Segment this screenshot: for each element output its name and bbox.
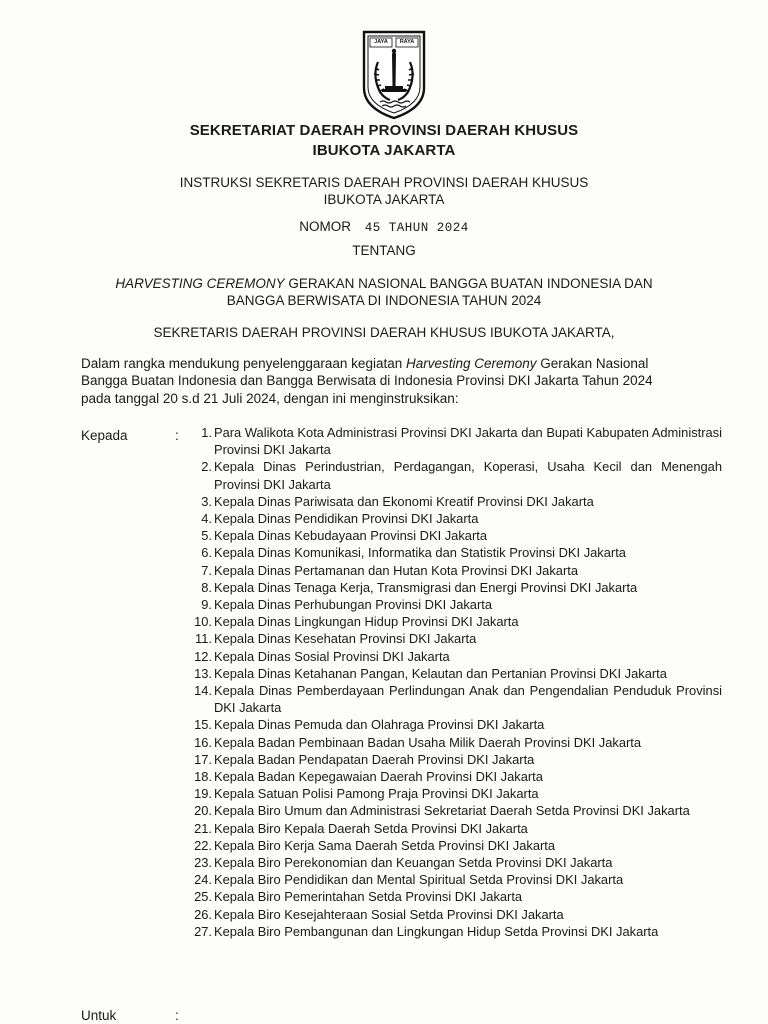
recipient-text: Kepala Biro Kerja Sama Daerah Setda Provinsi DKI Jakarta <box>214 837 556 853</box>
nomor-label: NOMOR <box>299 219 351 234</box>
tentang-label: TENTANG <box>352 243 416 258</box>
recipient-text: Kepala Dinas Perindustrian, Perdagangan, Koperasi, Usaha Kecil dan Menengah Provinsi DKI Jakarta <box>214 459 722 492</box>
recipient-item <box>186 630 722 647</box>
nomor-line <box>0 219 768 235</box>
recipient-number: 8. <box>201 579 212 595</box>
recipient-number: 19. <box>194 786 212 802</box>
recipient-number: 5. <box>201 528 212 544</box>
recipient-item <box>186 888 722 905</box>
preamble-line-3: pada tanggal 20 s.d 21 Juli 2024, dengan ini menginstruksikan: <box>81 390 459 406</box>
recipient-item <box>186 613 722 630</box>
recipient-item <box>186 648 722 665</box>
recipient-number: 10. <box>194 614 212 630</box>
recipient-list <box>186 424 722 940</box>
recipient-number: 24. <box>194 872 212 888</box>
recipient-item <box>186 527 722 544</box>
recipient-item <box>186 837 722 854</box>
recipient-number: 3. <box>201 493 212 509</box>
recipient-number: 18. <box>194 769 212 785</box>
emblem-motto-right: RAYA <box>399 39 415 45</box>
recipient-item <box>186 734 722 751</box>
recipient-item <box>186 596 722 613</box>
subject-line-1-rest: GERAKAN NASIONAL BANGGA BUATAN INDONESIA DAN <box>284 276 653 291</box>
recipient-number: 13. <box>194 665 212 681</box>
recipient-item <box>186 579 722 596</box>
recipient-text: Kepala Dinas Kebudayaan Provinsi DKI Jakarta <box>214 528 488 544</box>
recipient-item <box>186 802 722 819</box>
recipient-text: Kepala Biro Kepala Daerah Setda Provinsi DKI Jakarta <box>214 820 528 836</box>
preamble-paragraph <box>81 355 721 407</box>
preamble-line-1 <box>81 355 721 372</box>
recipient-number: 15. <box>194 717 212 733</box>
recipient-number: 7. <box>201 562 212 578</box>
kepada-label: Kepada <box>81 428 128 443</box>
recipient-number: 12. <box>194 648 212 664</box>
recipient-text: Kepala Badan Pendapatan Daerah Provinsi DKI Jakarta <box>214 751 535 767</box>
recipient-text: Kepala Biro Pemerintahan Setda Provinsi DKI Jakarta <box>214 889 523 905</box>
emblem-motto-left: JAYA <box>374 39 388 45</box>
recipient-number: 9. <box>201 597 212 613</box>
header-line-1: SEKRETARIAT DAERAH PROVINSI DAERAH KHUSUS <box>189 122 579 139</box>
header-line-2: IBUKOTA JAKARTA <box>312 142 456 159</box>
recipient-text: Kepala Badan Pembinaan Badan Usaha Milik Daerah Provinsi DKI Jakarta <box>214 734 642 750</box>
recipient-text: Kepala Dinas Kesehatan Provinsi DKI Jakarta <box>214 631 477 647</box>
recipient-item <box>186 751 722 768</box>
recipient-number: 2. <box>201 459 212 475</box>
preamble-text-2: Gerakan Nasional <box>536 356 649 371</box>
recipient-number: 25. <box>194 889 212 905</box>
recipient-number: 4. <box>201 511 212 527</box>
subject-line-1 <box>0 275 768 292</box>
instruction-title-line-2: IBUKOTA JAKARTA <box>323 192 445 207</box>
recipient-number: 22. <box>194 837 212 853</box>
recipient-text: Kepala Biro Kesejahteraan Sosial Setda Provinsi DKI Jakarta <box>214 906 564 922</box>
recipient-number: 16. <box>194 734 212 750</box>
recipient-number: 26. <box>194 906 212 922</box>
subject-italic: HARVESTING CEREMONY <box>115 276 285 291</box>
recipient-number: 21. <box>194 820 212 836</box>
recipient-item <box>186 510 722 527</box>
recipient-item <box>186 785 722 802</box>
recipient-number: 27. <box>194 923 212 939</box>
preamble-text-1: Dalam rangka mendukung penyelenggaraan kegiatan <box>81 356 406 371</box>
recipient-text: Para Walikota Kota Administrasi Provinsi DKI Jakarta dan Bupati Kabupaten Administrasi Provinsi DKI Jakarta <box>214 425 722 458</box>
subject-line-2: BANGGA BERWISATA DI INDONESIA TAHUN 2024 <box>226 293 542 308</box>
recipient-number: 6. <box>201 545 212 561</box>
recipient-text: Kepala Dinas Tenaga Kerja, Transmigrasi dan Energi Provinsi DKI Jakarta <box>214 579 638 595</box>
preamble-line-2: Bangga Buatan Indonesia dan Bangga Berwisata di Indonesia Provinsi DKI Jakarta Tahun 2024 <box>81 373 653 389</box>
recipient-text: Kepala Dinas Pemberdayaan Perlindungan Anak dan Pengendalian Penduduk Provinsi DKI Jakarta <box>214 683 722 716</box>
recipient-item <box>186 716 722 733</box>
recipient-text: Kepala Dinas Pemuda dan Olahraga Provinsi DKI Jakarta <box>214 717 545 733</box>
recipient-number: 11. <box>195 631 212 647</box>
untuk-label: Untuk <box>81 1008 117 1023</box>
preamble-italic: Harvesting Ceremony <box>405 356 537 371</box>
recipient-text: Kepala Badan Kepegawaian Daerah Provinsi DKI Jakarta <box>214 769 543 785</box>
recipient-text: Kepala Dinas Perhubungan Provinsi DKI Jakarta <box>214 597 493 613</box>
untuk-colon: : <box>175 1008 179 1023</box>
recipient-text: Kepala Biro Pembangunan dan Lingkungan Hidup Setda Provinsi DKI Jakarta <box>214 923 659 939</box>
recipient-item <box>186 768 722 785</box>
recipient-text: Kepala Dinas Komunikasi, Informatika dan Statistik Provinsi DKI Jakarta <box>214 545 626 561</box>
recipient-item <box>186 906 722 923</box>
recipient-item <box>186 562 722 579</box>
recipient-text: Kepala Biro Pendidikan dan Mental Spiritual Setda Provinsi DKI Jakarta <box>214 872 624 888</box>
recipient-number: 20. <box>194 803 212 819</box>
recipient-text: Kepala Dinas Pendidikan Provinsi DKI Jakarta <box>214 511 479 527</box>
recipient-item <box>186 871 722 888</box>
recipient-number: 17. <box>194 751 212 767</box>
recipient-item <box>186 544 722 561</box>
issuer-line: SEKRETARIS DAERAH PROVINSI DAERAH KHUSUS IBUKOTA JAKARTA, <box>153 325 615 340</box>
recipient-text: Kepala Dinas Ketahanan Pangan, Kelautan dan Pertanian Provinsi DKI Jakarta <box>214 665 667 681</box>
recipient-item <box>186 493 722 510</box>
recipient-item <box>186 665 722 682</box>
recipient-item <box>186 854 722 871</box>
recipient-number: 23. <box>194 855 212 871</box>
recipient-text: Kepala Biro Umum dan Administrasi Sekretariat Daerah Setda Provinsi DKI Jakarta <box>214 803 690 819</box>
recipient-text: Kepala Dinas Sosial Provinsi DKI Jakarta <box>214 648 450 664</box>
recipient-item <box>186 923 722 940</box>
kepada-colon: : <box>175 428 179 443</box>
recipient-item <box>186 458 722 492</box>
recipient-item <box>186 682 722 716</box>
nomor-value: 45 TAHUN 2024 <box>364 221 469 235</box>
recipient-item <box>186 820 722 837</box>
recipient-text: Kepala Dinas Pertamanan dan Hutan Kota Provinsi DKI Jakarta <box>214 562 579 578</box>
recipient-item <box>186 424 722 458</box>
recipient-text: Kepala Satuan Polisi Pamong Praja Provinsi DKI Jakarta <box>214 786 539 802</box>
recipient-number: 14. <box>194 683 212 699</box>
recipient-text: Kepala Dinas Lingkungan Hidup Provinsi DKI Jakarta <box>214 614 519 630</box>
instruction-title-line-1: INSTRUKSI SEKRETARIS DAERAH PROVINSI DAERAH KHUSUS <box>179 175 589 190</box>
recipient-text: Kepala Biro Perekonomian dan Keuangan Setda Provinsi DKI Jakarta <box>214 855 613 871</box>
dki-jakarta-emblem-icon <box>358 28 430 120</box>
recipient-text: Kepala Dinas Pariwisata dan Ekonomi Kreatif Provinsi DKI Jakarta <box>214 493 594 509</box>
recipient-number: 1. <box>201 425 212 440</box>
